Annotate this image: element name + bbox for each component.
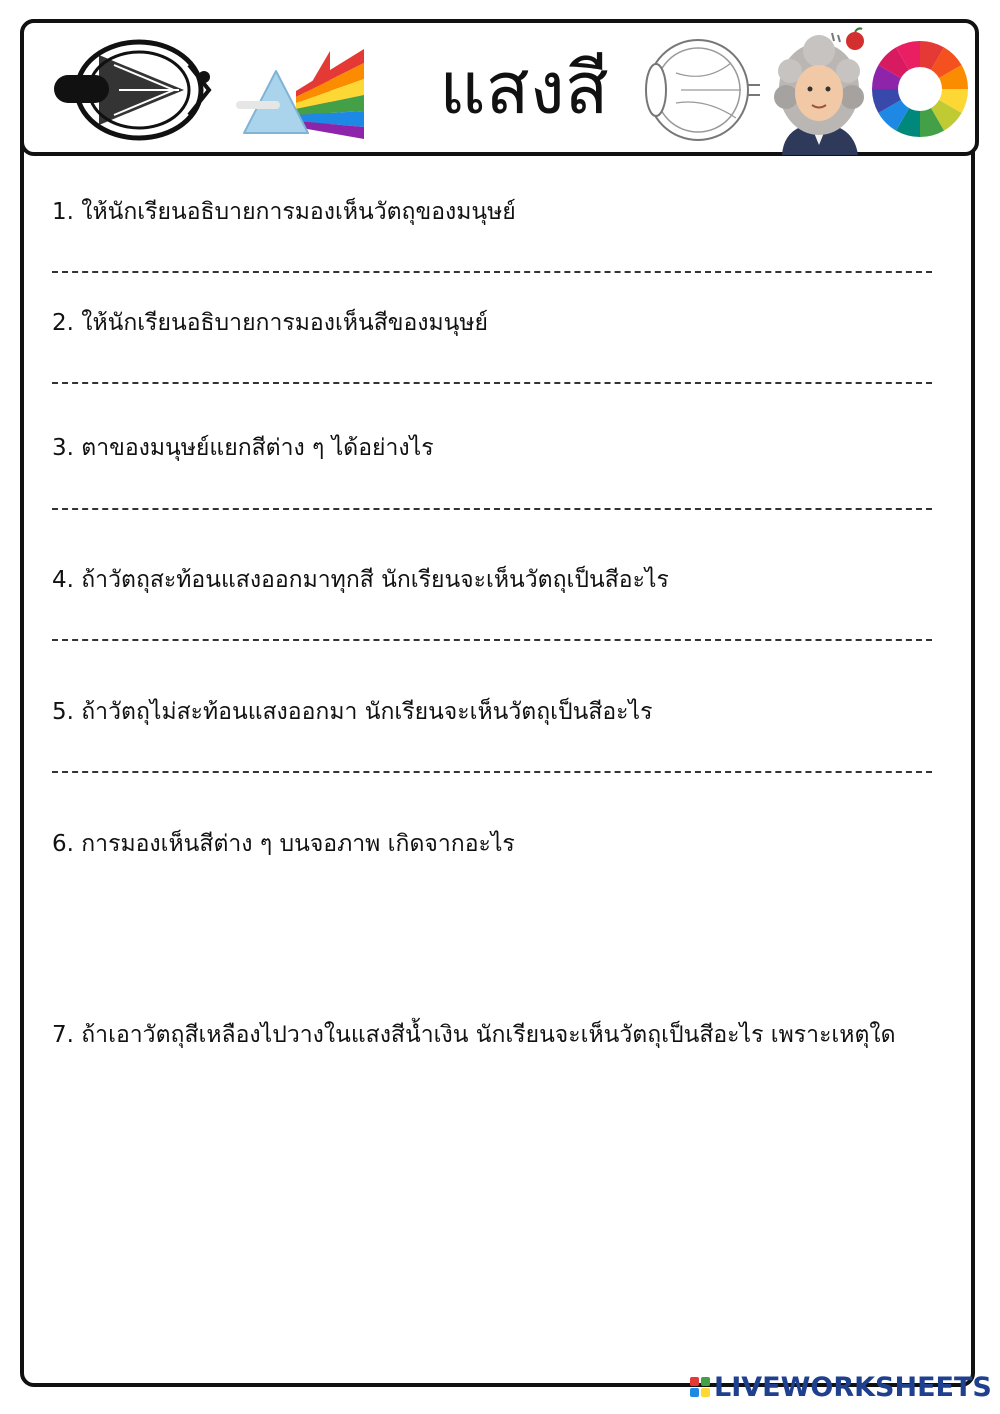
newton-apple-icon xyxy=(772,27,867,155)
answer-line-1[interactable] xyxy=(52,271,932,273)
question-5: 5. ถ้าวัตถุไม่สะท้อนแสงออกมา นักเรียนจะเห็นวัตถุเป็นสีอะไร xyxy=(52,699,653,725)
answer-line-4[interactable] xyxy=(52,639,932,641)
question-2: 2. ให้นักเรียนอธิบายการมองเห็นสีของมนุษย์ xyxy=(52,310,489,336)
eyeball-sketch-icon xyxy=(636,33,761,148)
liveworksheets-logo xyxy=(690,1372,992,1402)
question-6: 6. การมองเห็นสีต่าง ๆ บนจอภาพ เกิดจากอะไร xyxy=(52,831,515,857)
answer-line-3[interactable] xyxy=(52,508,932,510)
header-banner xyxy=(20,19,979,156)
brand-mark-icon xyxy=(690,1377,710,1397)
page-title: แสงสี xyxy=(439,46,609,130)
answer-line-2[interactable] xyxy=(52,382,932,384)
eye-cross-section-icon xyxy=(44,35,214,145)
prism-rainbow-icon xyxy=(236,41,366,141)
question-4: 4. ถ้าวัตถุสะท้อนแสงออกมาทุกสี นักเรียนจะเห็นวัตถุเป็นสีอะไร xyxy=(52,567,669,593)
answer-line-5[interactable] xyxy=(52,771,932,773)
question-1: 1. ให้นักเรียนอธิบายการมองเห็นวัตถุของมนุษย์ xyxy=(52,199,516,225)
color-wheel-icon xyxy=(870,39,970,139)
question-7: 7. ถ้าเอาวัตถุสีเหลืองไปวางในแสงสีน้ำเงิน นักเรียนจะเห็นวัตถุเป็นสีอะไร เพราะเหตุใด xyxy=(52,1022,896,1048)
brand-text: LIVEWORKSHEETS xyxy=(714,1371,992,1403)
question-3: 3. ตาของมนุษย์แยกสีต่าง ๆ ได้อย่างไร xyxy=(52,435,434,461)
